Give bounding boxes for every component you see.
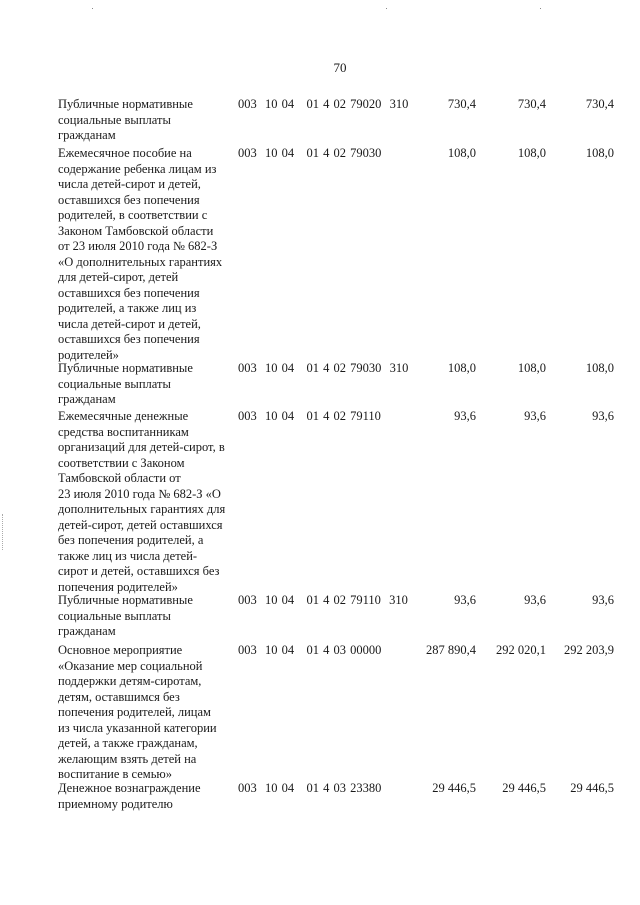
row-value-year3: 93,6 (592, 409, 614, 423)
row-value-year1: 108,0 (447, 146, 476, 160)
row-value-year3: 292 203,9 (564, 643, 614, 657)
row-value-year2: 29 446,5 (502, 781, 546, 795)
row-value-year1: 108,0 (447, 361, 476, 375)
row-value-year2: 93,6 (524, 593, 546, 607)
row-value-year2: 730,4 (517, 97, 546, 111)
row-value-year3: 108,0 (585, 361, 614, 375)
row-value-year1: 730,4 (447, 97, 476, 111)
row-budget-code: 003 10 04 01 4 02 79030 310 (238, 361, 409, 375)
row-value-year2: 292 020,1 (496, 643, 546, 657)
row-budget-code: 003 10 04 01 4 02 79030 (238, 146, 382, 160)
row-value-year1: 29 446,5 (432, 781, 476, 795)
row-budget-code: 003 10 04 01 4 02 79020 310 (238, 97, 409, 111)
row-value-year1: 93,6 (454, 409, 476, 423)
row-value-year2: 108,0 (517, 361, 546, 375)
row-value-year3: 108,0 (585, 146, 614, 160)
scan-edge-mark (2, 514, 4, 550)
row-budget-code: 003 10 04 01 4 02 79110 (238, 409, 381, 423)
row-value-year3: 730,4 (585, 97, 614, 111)
row-value-year3: 29 446,5 (570, 781, 614, 795)
row-description: Публичные нормативные социальные выплаты гражданам (58, 97, 193, 142)
row-description: Основное мероприятие «Оказание мер социальной поддержки детям-сиротам, детям, оставшимся без попечения родителей, лицам из числа указанной категории детей, а также гражданам, желающим взять детей на воспитание в семью» (58, 643, 217, 781)
row-budget-code: 003 10 04 01 4 03 00000 (238, 643, 382, 657)
row-description: Денежное вознаграждение приемному родителю (58, 781, 201, 811)
row-description: Ежемесячное пособие на содержание ребенка лицам из числа детей-сирот и детей, оставшихся без попечения родителей, в соответствии с Законом Тамбовской области от 23 июля 2010 года № 682-З «О дополнительных гарантиях для детей-сирот, детей оставшихся без попечения родителей, а также лиц из числа детей-сирот и детей, оставшихся без попечения родителей» (58, 146, 223, 362)
row-budget-code: 003 10 04 01 4 02 79110 310 (238, 593, 408, 607)
row-budget-code: 003 10 04 01 4 03 23380 (238, 781, 382, 795)
row-value-year2: 93,6 (524, 409, 546, 423)
row-value-year1: 287 890,4 (426, 643, 476, 657)
page-number: 70 (333, 60, 347, 75)
scan-speck (540, 8, 541, 9)
row-description: Публичные нормативные социальные выплаты гражданам (58, 593, 193, 638)
scan-speck (386, 8, 387, 9)
row-value-year2: 108,0 (517, 146, 546, 160)
row-value-year3: 93,6 (592, 593, 614, 607)
row-description: Публичные нормативные социальные выплаты гражданам (58, 361, 193, 406)
row-description: Ежемесячные денежные средства воспитанникам организаций для детей-сирот, в соответствии с Законом Тамбовской области от 23 июля 2010 года № 682-З «О дополнительных гарантиях для детей-сирот, детей оставшихся без попечения родителей, а также лиц из числа детей- сирот и детей, оставшихся без попечения родителей» (58, 409, 226, 594)
scan-speck (92, 8, 93, 9)
row-value-year1: 93,6 (454, 593, 476, 607)
